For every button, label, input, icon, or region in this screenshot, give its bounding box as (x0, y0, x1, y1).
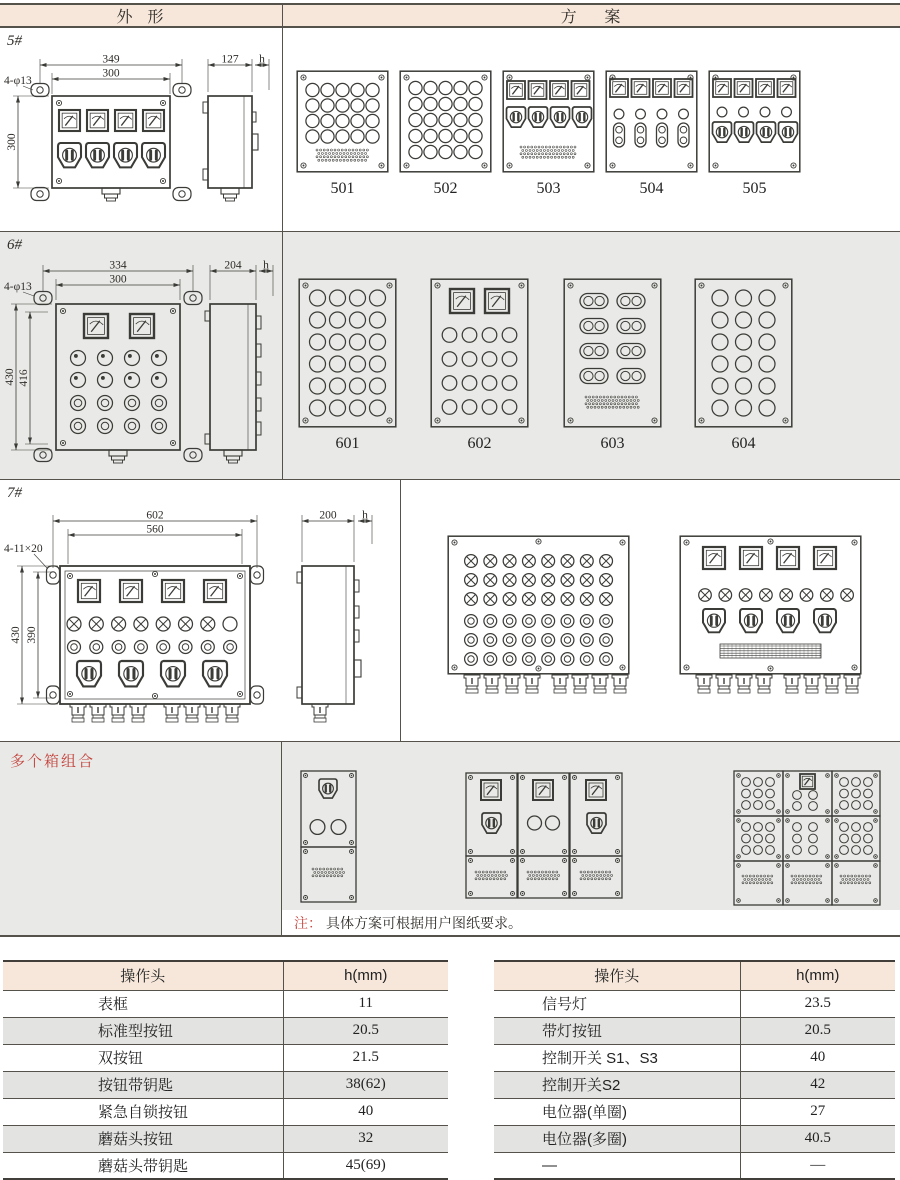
dimension-label: 430 (10, 626, 22, 644)
operator-head-table-left (3, 960, 448, 1180)
section-multi-box (0, 742, 900, 937)
dimension-label: 127 (221, 53, 239, 66)
section-label-7: 7# (7, 485, 22, 501)
dimension-label: 4-11×20 (4, 543, 43, 555)
scheme-panel-501 (296, 70, 389, 198)
dimension-label: 349 (102, 53, 120, 66)
height-value-cell: 20.5 (740, 1017, 895, 1044)
scheme-panel-602-svg (430, 278, 529, 428)
height-value-cell: 32 (283, 1125, 448, 1152)
table-row (494, 1044, 895, 1071)
scheme-panel-505-svg (708, 70, 801, 173)
scheme-panel-7-lamps-svg (447, 535, 630, 697)
outline-drawing-7 (2, 504, 398, 740)
column-header: h(mm) (283, 961, 448, 990)
scheme-number: 602 (467, 435, 492, 452)
scheme-number: 502 (433, 180, 458, 197)
dimension-label: 430 (4, 368, 16, 386)
operator-head-cell: 控制开关 S1、S3 (542, 1050, 658, 1067)
operator-head-cell: 电位器(单圈) (542, 1104, 627, 1121)
table-row (3, 1044, 448, 1071)
operator-head-cell: 标准型按钮 (98, 1023, 174, 1040)
table-header-row (3, 961, 448, 990)
height-value-cell: 21.5 (283, 1044, 448, 1071)
operator-head-cell: 蘑菇头按钮 (98, 1131, 174, 1148)
scheme-panel-505 (708, 70, 801, 198)
table-row (3, 1098, 448, 1125)
scheme-panel-7-lamps (447, 535, 630, 702)
operator-head-cell: — (542, 1156, 557, 1174)
combo-three-column-svg (465, 772, 623, 899)
outline-drawing-6 (2, 256, 282, 478)
dimension-label: h (362, 509, 368, 522)
table-row (3, 990, 448, 1017)
scheme-panel-504-svg (605, 70, 698, 173)
column-header: 操作头 (3, 961, 283, 990)
scheme-panel-7-meters-svg (679, 535, 862, 697)
operator-head-cell: 电位器(多圈) (542, 1131, 627, 1148)
scheme-number: 505 (742, 180, 767, 197)
header-outline-title: 外 形 (0, 5, 283, 26)
combo-two-box (300, 770, 357, 908)
table-row (3, 1071, 448, 1098)
scheme-panel-603 (563, 278, 662, 453)
outline-drawing-5 (2, 50, 282, 228)
scheme-panel-601-svg (298, 278, 397, 428)
section-label-6: 6# (7, 237, 22, 253)
note-prefix: 注： (294, 914, 322, 931)
scheme-panel-503 (502, 70, 595, 198)
height-value-cell: 45(69) (283, 1152, 448, 1179)
outline-cell-6 (0, 232, 283, 479)
dimension-label: 204 (224, 259, 242, 272)
dimension-label: 300 (102, 67, 120, 80)
table-row (3, 1017, 448, 1044)
note-line (282, 910, 900, 935)
table-row (494, 990, 895, 1017)
height-value-cell: 20.5 (283, 1017, 448, 1044)
dimension-label: 390 (26, 626, 38, 644)
operator-head-cell: 蘑菇头带钥匙 (98, 1157, 189, 1175)
height-value-cell: 40 (740, 1044, 895, 1071)
header-scheme-title: 方 案 (560, 9, 623, 26)
outline-cell-7 (0, 480, 401, 741)
table-row (494, 1071, 895, 1098)
scheme-panel-7-meters (679, 535, 862, 702)
scheme-panel-502-svg (399, 70, 492, 173)
dimension-label: 4-φ13 (4, 75, 32, 87)
dimension-label: 416 (18, 369, 30, 387)
spec-tables-area (0, 937, 900, 1180)
column-header: 操作头 (494, 961, 740, 990)
height-value-cell: 42 (740, 1071, 895, 1098)
column-header: h(mm) (740, 961, 895, 990)
scheme-panel-602 (430, 278, 529, 453)
combo-two-box-svg (300, 770, 357, 903)
scheme-number: 603 (600, 435, 625, 452)
dimension-label: h (259, 53, 265, 66)
scheme-number: 503 (536, 180, 561, 197)
operator-head-cell: 控制开关S2 (542, 1077, 621, 1094)
scheme-number: 601 (335, 435, 360, 452)
scheme-panel-604 (694, 278, 793, 453)
scheme-panel-603-svg (563, 278, 662, 428)
scheme-panel-601 (298, 278, 397, 453)
dimension-label: 300 (6, 133, 18, 151)
table-row (3, 1125, 448, 1152)
multi-box-cell (0, 742, 282, 935)
height-value-cell: 40.5 (740, 1125, 895, 1152)
height-value-cell: 40 (283, 1098, 448, 1125)
dimension-label: 4-φ13 (4, 281, 32, 293)
operator-head-cell: 按钮带钥匙 (98, 1077, 174, 1094)
table-row (494, 1017, 895, 1044)
dimension-label: 200 (319, 509, 337, 522)
operator-head-cell: 带灯按钮 (542, 1023, 603, 1040)
dimension-label: h (263, 259, 269, 272)
scheme-panel-502 (399, 70, 492, 198)
section-6 (0, 232, 900, 480)
operator-head-table-right (494, 960, 895, 1180)
combo-three-column (465, 772, 623, 904)
section-label-5: 5# (7, 33, 22, 49)
height-value-cell: 27 (740, 1098, 895, 1125)
table-row (494, 1152, 895, 1179)
height-value-cell: 38(62) (283, 1071, 448, 1098)
multi-box-label: 多个箱组合 (10, 753, 96, 770)
table-row (3, 1152, 448, 1179)
scheme-number: 504 (639, 180, 664, 197)
operator-head-cell: 双按钮 (98, 1050, 144, 1067)
dimension-label: 300 (109, 273, 127, 286)
outline-cell-5 (0, 28, 283, 231)
height-value-cell: 23.5 (740, 990, 895, 1017)
scheme-panel-501-svg (296, 70, 389, 173)
operator-head-cell: 信号灯 (542, 996, 588, 1013)
dimension-label: 560 (146, 523, 164, 536)
dimension-label: 334 (109, 259, 127, 272)
height-value-cell: — (740, 1152, 895, 1179)
scheme-panel-503-svg (502, 70, 595, 173)
scheme-number: 501 (330, 180, 355, 197)
section-7 (0, 480, 900, 742)
dimension-label: 602 (146, 509, 164, 522)
operator-head-cell: 紧急自锁按钮 (98, 1104, 189, 1121)
combo-nine-box-svg (733, 770, 881, 906)
section-5 (0, 28, 900, 232)
scheme-panel-504 (605, 70, 698, 198)
note-text: 具体方案可根据用户图纸要求。 (326, 914, 522, 931)
scheme-panel-604-svg (694, 278, 793, 428)
height-value-cell: 11 (283, 990, 448, 1017)
table-row (494, 1125, 895, 1152)
combo-nine-box (733, 770, 881, 911)
operator-head-cell: 表框 (98, 996, 129, 1013)
table-row (494, 1098, 895, 1125)
table-header-row (494, 961, 895, 990)
header-band (0, 3, 900, 28)
scheme-number: 604 (731, 435, 756, 452)
